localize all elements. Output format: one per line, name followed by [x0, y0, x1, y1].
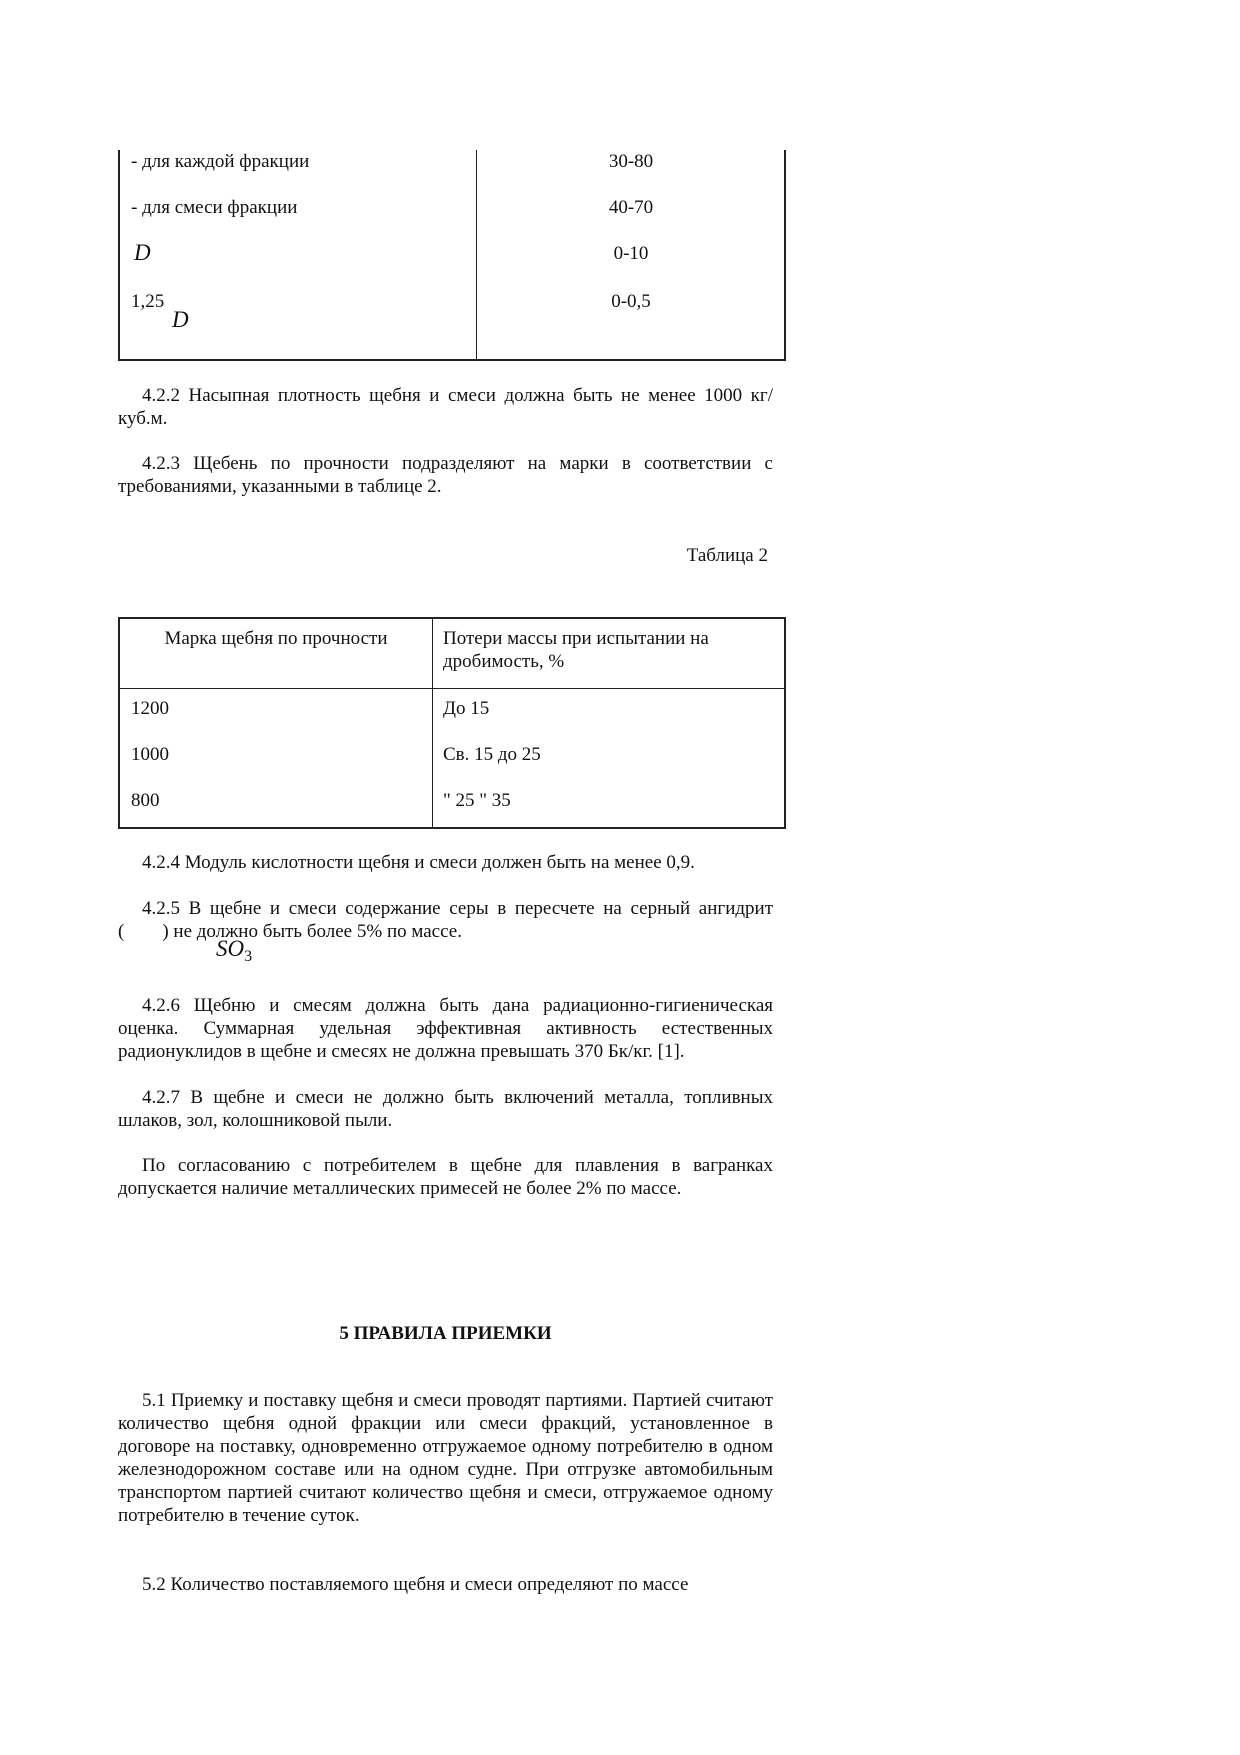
table-header-grade: Марка щебня по прочности [164, 628, 388, 649]
table-strength-grades [118, 617, 786, 829]
paragraph-5-2: 5.2 Количество поставляемого щебня и смеси определяют по массе [142, 1574, 689, 1595]
table-header-divider [120, 688, 784, 689]
table-row-mass-loss: " 25 " 35 [443, 790, 511, 811]
section-heading: 5 ПРАВИЛА ПРИЕМКИ [339, 1323, 552, 1344]
formula-symbol-d: D [172, 307, 189, 332]
table-row-mass-loss: Св. 15 до 25 [443, 744, 541, 765]
formula-subscript: 3 [244, 948, 253, 965]
paragraph-4-2-3: 4.2.3 Щебень по прочности подразделяют на марки в соответствии с требованиями, указанными в таблице 2. [118, 453, 773, 497]
paragraph-4-2-4: 4.2.4 Модуль кислотности щебня и смеси должен быть на менее 0,9. [142, 852, 695, 873]
table-row-value: 40-70 [608, 197, 654, 218]
table-fractions-continuation [118, 150, 786, 361]
table-row-grade: 1000 [131, 744, 169, 765]
formula-symbol-d: D [134, 240, 151, 265]
table-caption: Таблица 2 [686, 545, 768, 566]
paragraph-4-2-5: 4.2.5 В щебне и смеси содержание серы в пересчете на серный ангидрит ( ) не должно быть более 5% по массе. [118, 898, 773, 942]
paragraph-4-2-2: 4.2.2 Насыпная плотность щебня и смеси должна быть не менее 1000 кг/куб.м. [118, 385, 773, 429]
table-column-divider [432, 619, 433, 827]
table-row-grade: 1200 [131, 698, 169, 719]
table-row-value: 30-80 [608, 151, 654, 172]
table-row-grade: 800 [131, 790, 160, 811]
table-row-label: 1,25 [131, 291, 165, 312]
formula-so-text: SO [216, 936, 245, 961]
table-header-mass-loss: Потери массы при испытании на дробимость, % [443, 628, 709, 672]
table-row-label: - для каждой фракции [131, 151, 310, 172]
table-row-value: 0-0,5 [611, 291, 651, 312]
paragraph-4-2-7: 4.2.7 В щебне и смеси не должно быть включений металла, топливных шлаков, зол, колошниковой пыли. [118, 1087, 773, 1131]
paragraph-4-2-6: 4.2.6 Щебню и смесям должна быть дана радиационно-гигиеническая оценка. Суммарная удельная эффективная активность естественных радионуклидов в щебне и смесях не должна превышать 370 Бк/кг. [1]. [118, 995, 773, 1062]
table-row-mass-loss: До 15 [443, 698, 490, 719]
table-row-label: - для смеси фракции [131, 197, 298, 218]
paragraph-5-1: 5.1 Приемку и поставку щебня и смеси проводят партиями. Партией считают количество щебня одной фракции или смеси фракций, установленное в договоре на поставку, одновременно отгружаемое одному потребителю в одном железнодорожном составе или на одном судне. При отгрузке автомобильным транспортом партией считают количество щебня и смеси, отгружаемое одному потребителю в течение суток. [118, 1390, 773, 1526]
table-row-value: 0-10 [613, 243, 649, 264]
paragraph-4-2-7-note: По согласованию с потребителем в щебне для плавления в вагранках допускается наличие металлических примесей не более 2% по массе. [118, 1155, 773, 1199]
formula-so3 [216, 937, 252, 968]
